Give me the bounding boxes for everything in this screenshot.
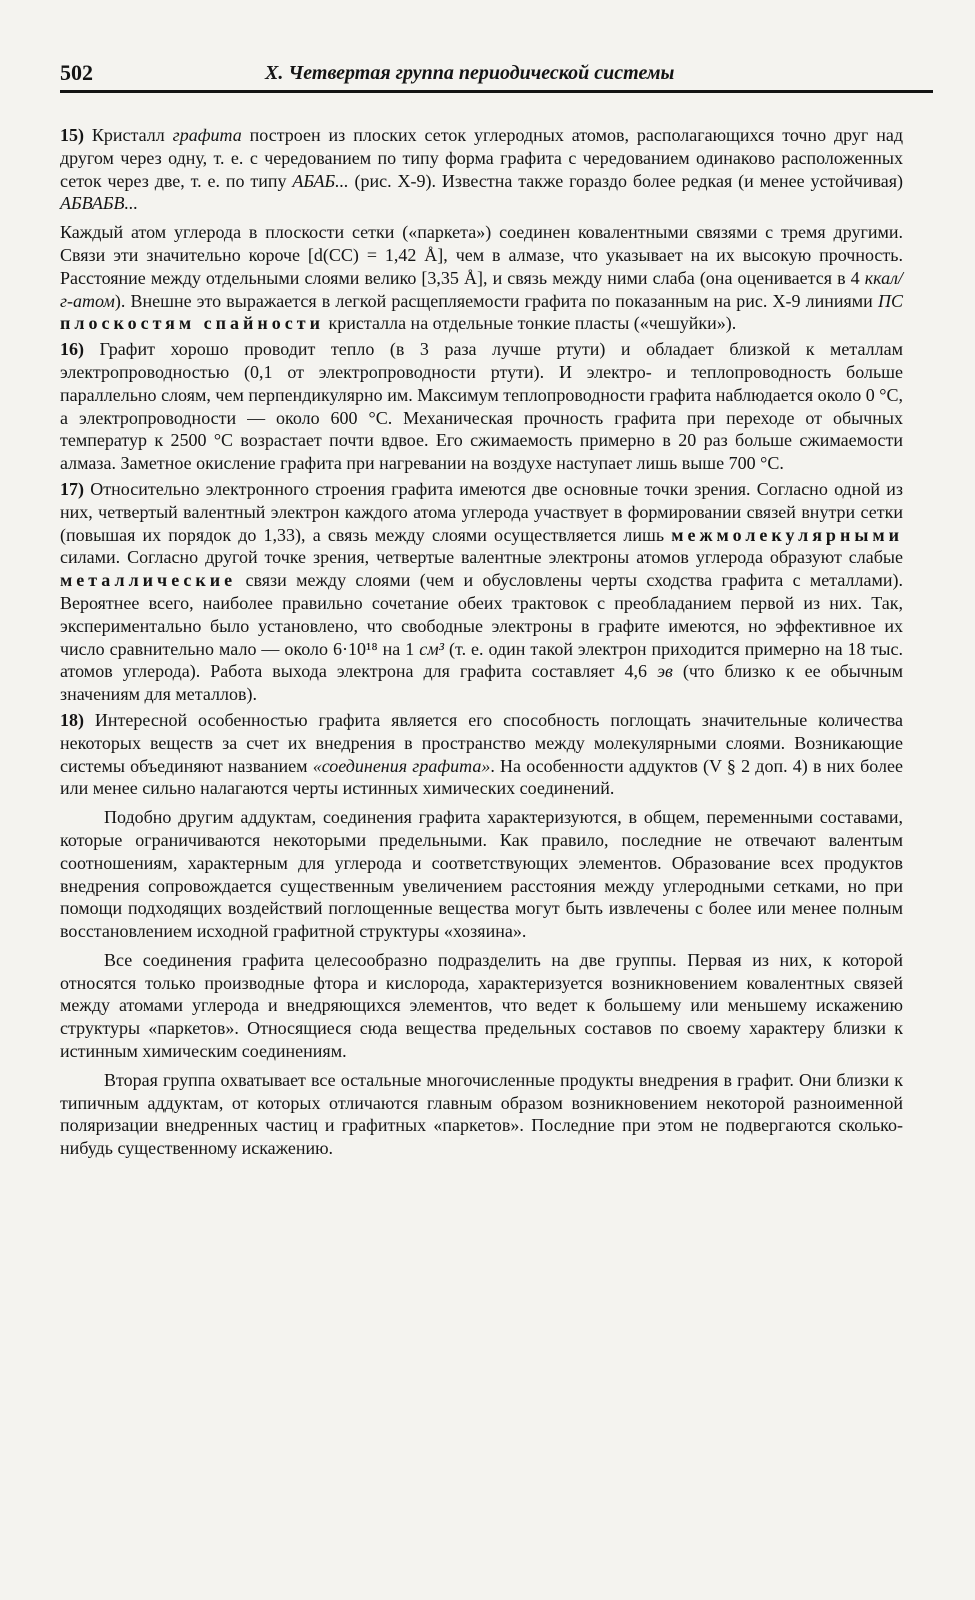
italic-term: графита (172, 125, 242, 145)
paragraph-17 (60, 478, 903, 706)
spaced-term: межмолекулярными (671, 524, 903, 545)
italic-term: «соединения графита» (312, 755, 491, 776)
running-title: X. Четвертая группа периодической системы (265, 62, 675, 84)
paragraph-15 (60, 124, 903, 215)
italic-term: АБАБ... (292, 170, 349, 191)
page-header (60, 52, 903, 92)
italic-term: ПС (877, 290, 903, 311)
italic-term: ккал/г-атом (60, 267, 903, 311)
note-number: 15) (60, 125, 84, 145)
text-run: Каждый атом углерода в плоскости сетки («паркета») соединен ковалентными связями с тремя другими. Связи эти значительно короче [d(CC) = 1,42 Å], чем в алмазе, что указывает на их высокую прочность. Расстояние между отдельными слоями велико [3,35 Å], и связь между ними слаба (она оценивается в 4 (60, 222, 903, 288)
paragraph-18-b: Подобно другим аддуктам, соединения графита характеризуются, в общем, переменными составами, которые ограничиваются некоторыми предельными. Как правило, последние не отвечают валентым соотношениям, характерным для углерода и соответствующих элементов. Образование всех продуктов внедрения сопровождается существенным увеличением расстояния между углеродными сетками, но при помощи подходящих воздействий поглощенные вещества могут быть извлечены с более или менее полным восстановлением исходной графитной структуры «хозяина». (60, 807, 903, 942)
text-run: Относительно электронного строения графита имеются две основные точки зрения. Согласно одной из них, четвертый валентный электрон каждого атома углерода участвует в формировании связей внутри сетки (повышая их порядок до 1,33), а связь между слоями осуществляется лишь (60, 478, 903, 545)
note-number: 18) (60, 709, 84, 730)
text-run: ). Внешне это выражается в легкой расщепляемости графита по показанным на рис. X-9 линиями (114, 290, 878, 311)
text-run: Интересной особенностью графита является его способность поглощать значительные количества некоторых веществ за счет их внедрения в пространство между молекулярными слоями. Возникающие системы объединяют названием (60, 709, 903, 776)
paragraph-16 (60, 338, 903, 475)
paragraph-15-continued (60, 221, 903, 335)
note-number: 17) (60, 478, 84, 499)
page-body (60, 124, 903, 1160)
spaced-term: плоскостям спайности (60, 313, 324, 334)
text-run: силами. Согласно другой точке зрения, четвертые валентные электроны атомов углерода образуют слабые (60, 547, 903, 568)
italic-term: АБВАБВ... (60, 193, 139, 214)
text-run: . На особенности аддуктов (V § 2 доп. 4) в них более или менее сильно налагаются черты истинных химических соединений. (60, 755, 903, 799)
text-run: Графит хорошо проводит тепло (в 3 раза лучше ртути) и обладает близкой к металлам электропроводностью (0,1 от электропроводности ртути). И электро- и теплопроводность больше параллельно слоям, чем перпендикулярно им. Максимум теплопроводности графита наблюдается около 0 °C, а электропроводности — около 600 °C. Механическая прочность графита при переходе от обычных температур к 2500 °C возрастает почти вдвое. Его сжимаемость примерно в 20 раз больше сжимаемости алмаза. Заметное окисление графита при нагревании на воздухе наступает лишь выше 700 °C. (60, 339, 903, 474)
page-number: 502 (60, 60, 93, 85)
text-run: связи между слоями (чем и обусловлены черты сходства графита с металлами). Вероятнее всего, наиболее правильно сочетание обеих трактовок с преобладанием первой из них. Так, экспериментально было установлено, что свободные электроны в графите имеются, но эффективное их число сравнительно мало — около 6·10¹⁸ на 1 (60, 570, 903, 659)
text-run: Кристалл (84, 125, 173, 145)
text-run: (что близко к ее обычным значениям для металлов). (60, 661, 903, 705)
italic-term: см³ (419, 638, 445, 659)
text-run: построен из плоских сеток углеродных атомов, располагающихся точно друг над другом через одну, т. е. с чередованием по типу форма графита с чередованием одинаково расположенных сеток через две, т. е. по типу (60, 125, 903, 191)
header-rule (60, 90, 933, 93)
text-run: (т. е. один такой электрон приходится примерно на 18 тыс. атомов углерода). Работа выхода электрона для графита составляет 4,6 (60, 638, 903, 682)
paragraph-18-d: Вторая группа охватывает все остальные многочисленные продукты внедрения в графит. Они близки к типичным аддуктам, от которых отличаются главным образом возникновением некоторой разноименной поляризации внедренных частиц и графитных «паркетов». Последние при этом не подвергаются сколько-нибудь существенному искажению. (60, 1069, 903, 1159)
paragraph-18-c: Все соединения графита целесообразно подразделить на две группы. Первая из них, к которой относятся только производные фтора и кислорода, характеризуется возникновением ковалентных связей между атомами углерода и внедряющихся элементов, что ведет к большему или меньшему искажению структуры «паркетов». Относящиеся сюда вещества предельных составов по своему характеру близки к истинным химическим соединениям. (60, 949, 903, 1062)
note-number: 16) (60, 339, 84, 360)
text-run: (рис. X-9). Известна также гораздо более редкая (и менее устойчивая) (348, 170, 903, 191)
paragraph-18 (60, 709, 903, 800)
italic-term: эв (657, 661, 673, 682)
text-run: кристалла на отдельные тонкие пласты («чешуйки»). (324, 313, 737, 334)
spaced-term: металлические (60, 570, 237, 591)
